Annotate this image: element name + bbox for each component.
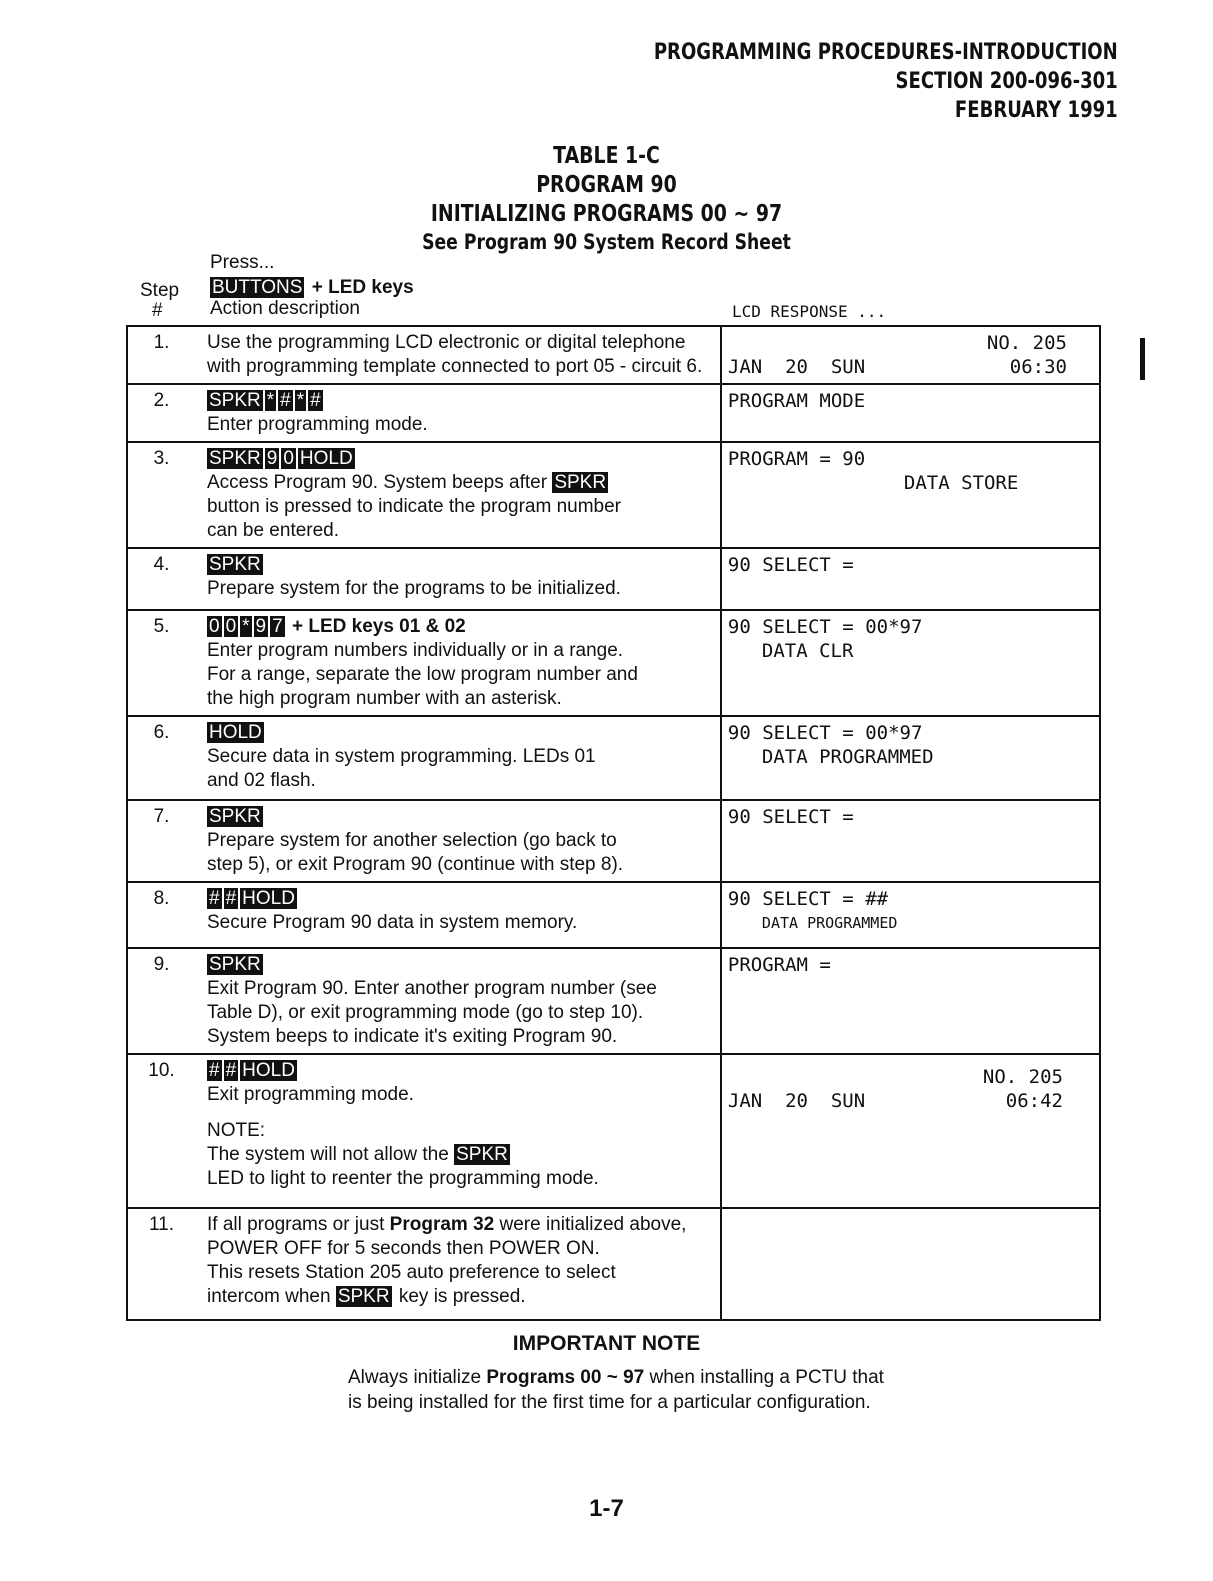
lcd-response	[721, 1054, 1100, 1208]
desc-line: Enter program numbers individually or in a range.	[206, 640, 624, 661]
star-key-icon: *	[242, 616, 250, 637]
spkr-key-icon: SPKR	[208, 448, 261, 469]
spkr-key-icon: SPKR	[337, 1286, 390, 1307]
lcd-line: PROGRAM = 90	[727, 448, 866, 470]
pound-key-icon: #	[310, 390, 321, 411]
desc-line	[207, 1285, 714, 1309]
lcd-line: 90 SELECT = 00*97	[727, 722, 923, 744]
lcd-line: PROGRAM MODE	[727, 390, 866, 412]
note-text: is being installed for the first time for a particular configuration.	[348, 1392, 871, 1413]
lcd-response	[721, 548, 1100, 610]
step-number: 7.	[127, 800, 201, 882]
step-number: 8.	[127, 882, 201, 948]
desc-line: Exit Program 90. Enter another program number (see	[206, 978, 657, 999]
program-title: PROGRAM 90	[536, 172, 677, 198]
hash-label: #	[152, 300, 163, 321]
step-description	[201, 882, 721, 948]
lcd-response	[721, 442, 1100, 548]
step-number: 9.	[127, 948, 201, 1054]
press-label: Press...	[210, 252, 275, 273]
step-number: 6.	[127, 716, 201, 800]
step-number: 3.	[127, 442, 201, 548]
desc-line: This resets Station 205 auto preference to select	[206, 1262, 616, 1283]
lcd-line: DATA CLR	[761, 640, 854, 662]
digit-key-icon: 0	[225, 616, 237, 637]
desc-line: Use the programming LCD electronic or digital telephone	[206, 332, 686, 353]
desc-line: LED to light to reenter the programming mode.	[206, 1168, 599, 1189]
desc-line: step 5), or exit Program 90 (continue with step 8).	[206, 854, 624, 875]
lcd-response	[721, 1208, 1100, 1320]
lcd-line: DATA PROGRAMMED	[761, 914, 898, 932]
key-sequence	[207, 553, 714, 577]
step-description	[201, 548, 721, 610]
table-row	[127, 716, 1100, 800]
step-description	[201, 1054, 721, 1208]
star-key-icon: *	[266, 390, 275, 411]
key-sequence	[207, 615, 714, 639]
desc-line	[207, 471, 714, 495]
desc-line: System beeps to indicate it's exiting Program 90.	[206, 1026, 618, 1047]
initializing-title: INITIALIZING PROGRAMS 00 ~ 97	[430, 201, 783, 227]
hold-key-icon: HOLD	[242, 888, 295, 909]
digit-key-icon: 9	[266, 448, 278, 469]
table-row	[127, 948, 1100, 1054]
desc-line: Secure Program 90 data in system memory.	[206, 912, 578, 933]
lcd-line: NO. 205	[982, 1066, 1063, 1088]
lcd-response-label: LCD RESPONSE ...	[732, 302, 887, 321]
lcd-line: JAN 20 SUN	[727, 356, 866, 378]
lcd-line: 06:42	[1005, 1090, 1063, 1112]
table-row	[127, 882, 1100, 948]
lcd-response	[721, 326, 1100, 384]
change-bar	[1140, 338, 1145, 380]
table-row	[127, 800, 1100, 882]
lcd-line: DATA STORE	[903, 472, 1019, 494]
step-description	[201, 800, 721, 882]
step-description	[201, 326, 721, 384]
page-header	[654, 38, 1118, 125]
digit-key-icon: 0	[208, 616, 220, 637]
header-line-1: PROGRAMMING PROCEDURES-INTRODUCTION	[654, 40, 1118, 65]
important-note-heading: IMPORTANT NOTE	[512, 1332, 701, 1355]
desc-line: Exit programming mode.	[206, 1084, 414, 1105]
hold-key-icon: HOLD	[299, 448, 353, 469]
step-number: 5.	[127, 610, 201, 716]
action-label: Action description	[210, 298, 360, 319]
desc-line: can be entered.	[206, 520, 340, 541]
table-row	[127, 442, 1100, 548]
pound-key-icon: #	[208, 888, 220, 909]
step-description	[201, 384, 721, 442]
step-number: 1.	[127, 326, 201, 384]
desc-line: the high program number with an asterisk.	[206, 688, 562, 709]
desc-line: Prepare system for another selection (go back to	[206, 830, 617, 851]
desc-line: and 02 flash.	[206, 770, 316, 791]
spkr-key-icon: SPKR	[208, 954, 261, 975]
note-text: when installing a PCTU that	[649, 1367, 884, 1388]
note-label: NOTE:	[206, 1120, 266, 1141]
desc-text: key is pressed.	[398, 1286, 526, 1307]
desc-line: For a range, separate the low program number and	[206, 664, 638, 685]
table-row	[127, 610, 1100, 716]
key-sequence	[207, 887, 714, 911]
desc-line: Prepare system for the programs to be initialized.	[206, 578, 621, 599]
table-row	[127, 384, 1100, 442]
spkr-key-icon: SPKR	[456, 1144, 508, 1165]
table-row	[127, 326, 1100, 384]
step-description	[201, 716, 721, 800]
led-keys-label: + LED keys	[311, 277, 414, 298]
steps-table	[126, 325, 1101, 1321]
key-sequence	[207, 447, 714, 471]
lcd-line: 90 SELECT =	[727, 806, 854, 828]
buttons-label	[210, 277, 414, 299]
lcd-response	[721, 610, 1100, 716]
lcd-response	[721, 800, 1100, 882]
desc-line: Secure data in system programming. LEDs 01	[206, 746, 596, 767]
desc-text: Access Program 90. System beeps after	[206, 472, 548, 493]
star-key-icon: *	[296, 390, 305, 411]
desc-line	[207, 1213, 714, 1237]
table-title: TABLE 1-C	[553, 143, 660, 169]
table-row	[127, 548, 1100, 610]
lcd-line: 90 SELECT = 00*97	[727, 616, 923, 638]
table-row	[127, 1208, 1100, 1320]
digit-key-icon: 9	[255, 616, 267, 637]
digit-key-icon: 0	[283, 448, 294, 469]
lcd-line: 90 SELECT =	[727, 554, 854, 576]
desc-line: Table D), or exit programming mode (go to step 10).	[206, 1002, 644, 1023]
key-sequence	[207, 389, 714, 413]
step-number: 11.	[127, 1208, 201, 1320]
lcd-line: PROGRAM =	[727, 954, 831, 976]
spkr-key-icon: SPKR	[554, 472, 607, 493]
spkr-key-icon: SPKR	[208, 806, 261, 827]
note-text: Always initialize	[348, 1367, 482, 1388]
desc-line: POWER OFF for 5 seconds then POWER ON.	[206, 1238, 600, 1259]
page-number: 1-7	[589, 1495, 624, 1522]
record-sheet-subtitle: See Program 90 System Record Sheet	[422, 230, 791, 254]
desc-line	[207, 1143, 714, 1167]
pound-key-icon: #	[225, 1060, 237, 1081]
buttons-key-icon: BUTTONS	[212, 277, 303, 298]
key-sequence	[207, 1059, 714, 1083]
important-note-body	[348, 1365, 948, 1415]
step-description	[201, 1208, 721, 1320]
lcd-response	[721, 882, 1100, 948]
desc-text: If all programs or just	[206, 1214, 385, 1235]
desc-line: button is pressed to indicate the program number	[206, 496, 621, 517]
lcd-line: DATA PROGRAMMED	[761, 746, 934, 768]
step-number: 10.	[127, 1054, 201, 1208]
desc-text: intercom when	[206, 1286, 331, 1307]
step-description	[201, 610, 721, 716]
lcd-response	[721, 384, 1100, 442]
pound-key-icon: #	[208, 1060, 220, 1081]
lcd-response	[721, 716, 1100, 800]
spkr-key-icon: SPKR	[208, 390, 261, 411]
lcd-line: 90 SELECT = ##	[727, 888, 889, 910]
desc-line: with programming template connected to port 05 - circuit 6.	[206, 356, 703, 377]
program-32-text: Program 32	[389, 1214, 495, 1235]
table-row	[127, 1054, 1100, 1208]
step-label: Step	[140, 280, 180, 301]
header-line-3: FEBRUARY 1991	[955, 98, 1118, 123]
pound-key-icon: #	[280, 390, 291, 411]
key-sequence	[207, 805, 714, 829]
step-description	[201, 948, 721, 1054]
digit-key-icon: 7	[272, 616, 283, 637]
lcd-line: NO. 205	[986, 332, 1067, 354]
key-sequence	[207, 721, 714, 745]
key-sequence	[207, 953, 714, 977]
desc-line: Enter programming mode.	[206, 414, 428, 435]
led-keys-text: + LED keys 01 & 02	[291, 616, 466, 637]
lcd-line: 06:30	[1009, 356, 1067, 378]
hold-key-icon: HOLD	[208, 722, 262, 743]
note-programs-text: Programs 00 ~ 97	[486, 1367, 645, 1388]
step-number: 4.	[127, 548, 201, 610]
step-number: 2.	[127, 384, 201, 442]
spkr-key-icon: SPKR	[208, 554, 261, 575]
lcd-line: JAN 20 SUN	[727, 1090, 866, 1112]
hold-key-icon: HOLD	[242, 1060, 295, 1081]
pound-key-icon: #	[225, 888, 237, 909]
note-text: The system will not allow the	[206, 1144, 449, 1165]
header-line-2: SECTION 200-096-301	[895, 69, 1118, 94]
desc-text: were initialized above,	[499, 1214, 687, 1235]
lcd-response	[721, 948, 1100, 1054]
step-description	[201, 442, 721, 548]
